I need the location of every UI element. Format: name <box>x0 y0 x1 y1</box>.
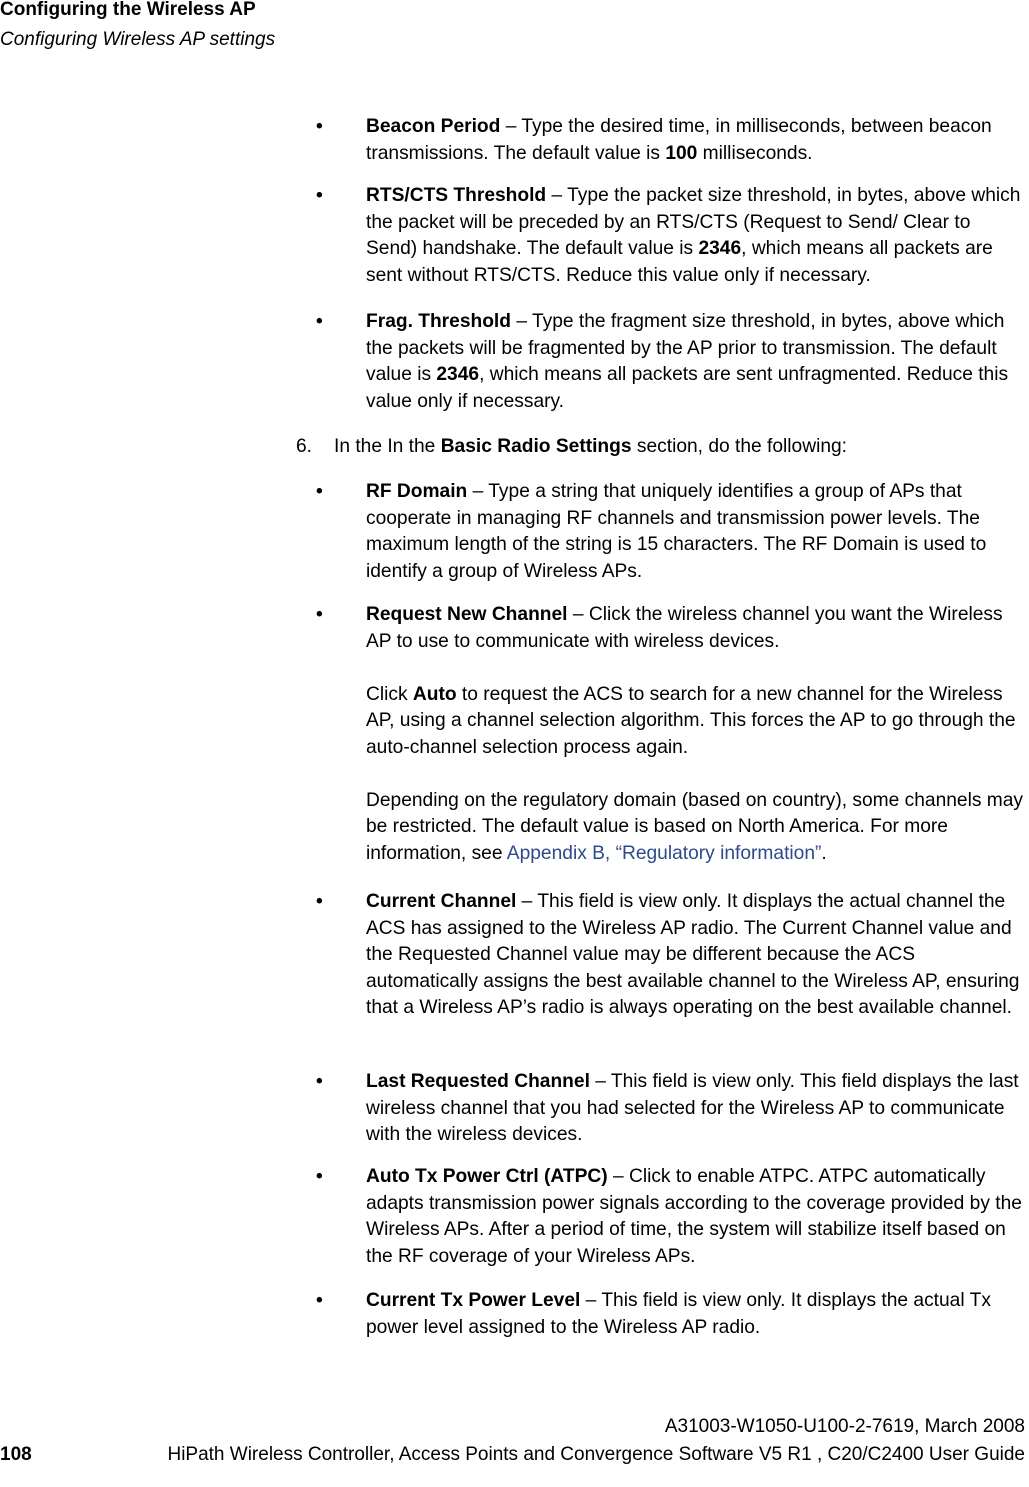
term: Auto Tx Power Ctrl (ATPC) <box>366 1166 608 1187</box>
list-item-atpc: • Auto Tx Power Ctrl (ATPC) – Click to enable ATPC. ATPC automatically adapts transmission power signals according to the coverage provided by the Wireless APs. After a period of time, the system will stabilize itself based on the RF coverage of your Wireless APs. <box>316 1166 1022 1267</box>
page-number: 108 <box>0 1444 32 1465</box>
list-item-rts-cts: • RTS/CTS Threshold – Type the packet size threshold, in bytes, above which the packet will be preceded by an RTS/CTS (Request to Send/ Clear to Send) handshake. The default value is 2346, which means all packets are sent without RTS/CTS. Reduce this value only if necessary. <box>316 185 1021 286</box>
bullet: • <box>316 604 323 625</box>
section-header: Configuring Wireless AP settings <box>0 29 276 50</box>
step-number: 6. <box>296 436 313 457</box>
list-item-current-tx-power: • Current Tx Power Level – This field is view only. It displays the actual Tx power level assigned to the Wireless AP radio. <box>316 1290 991 1338</box>
list-item-rf-domain: • RF Domain – Type a string that uniquely identifies a group of APs that cooperate in managing RF channels and transmission power levels. The maximum length of the string is 15 characters. The RF Domain is used to identify a group of Wireless APs. <box>316 481 987 582</box>
bullet: • <box>316 116 323 137</box>
document-number: A31003-W1050-U100-2-7619, March 2008 <box>664 1416 1025 1437</box>
bullet: • <box>316 481 323 502</box>
term: Beacon Period <box>366 116 501 137</box>
list-item-last-requested-channel: • Last Requested Channel – This field is view only. This field displays the last wireless channel that you had selected for the Wireless AP to communicate with the wireless devices. <box>316 1071 1019 1145</box>
list-item-current-channel: • Current Channel – This field is view only. It displays the actual channel the ACS has assigned to the Wireless AP radio. The Current Channel value and the Requested Channel value may be different because the ACS automatically assigns the best available channel to the Wireless AP, ensuring that a Wireless AP’s radio is always operating on the best available channel. <box>316 891 1020 1018</box>
list-item-beacon-period: • Beacon Period – Type the desired time, in milliseconds, between beacon transmissions. The default value is 100 milliseconds. <box>316 116 992 164</box>
appendix-b-link[interactable]: Appendix B, “Regulatory information” <box>506 842 822 864</box>
term: Current Tx Power Level <box>366 1290 581 1311</box>
bullet: • <box>316 1071 323 1092</box>
bullet: • <box>316 311 323 332</box>
step-6: 6. In the In the Basic Radio Settings section, do the following: <box>296 434 1026 461</box>
list-item-frag-threshold: • Frag. Threshold – Type the fragment size threshold, in bytes, above which the packets will be fragmented by the AP prior to transmission. The default value is 2346, which means all packets are sent unfragmented. Reduce this value only if necessary. <box>316 311 1009 412</box>
chapter-header: Configuring the Wireless AP <box>0 0 256 20</box>
term: Current Channel <box>366 891 517 912</box>
term: RF Domain <box>366 481 468 502</box>
term: RTS/CTS Threshold <box>366 185 547 206</box>
term: Last Requested Channel <box>366 1071 590 1092</box>
bullet: • <box>316 1166 323 1187</box>
list-item-request-new-channel: • Request New Channel – Click the wireless channel you want the Wireless AP to use to communicate with wireless devices. Click Auto to request the ACS to search for a new channel for the Wireless AP, using a channel selection algorithm. This forces the AP to go through the auto-channel selection process again. Depending on the regulatory domain (based on country), some channels may be restricted. The default value is based on North America. For more information, see Appendix B, “Regulatory information”. <box>316 604 1024 864</box>
bullet: • <box>316 1290 323 1311</box>
document-title: HiPath Wireless Controller, Access Points and Convergence Software V5 R1 , C20/C2400 User Guide <box>167 1444 1025 1465</box>
term: Request New Channel <box>366 604 568 625</box>
term: Frag. Threshold <box>366 311 511 332</box>
bullet: • <box>316 891 323 912</box>
bullet: • <box>316 185 323 206</box>
